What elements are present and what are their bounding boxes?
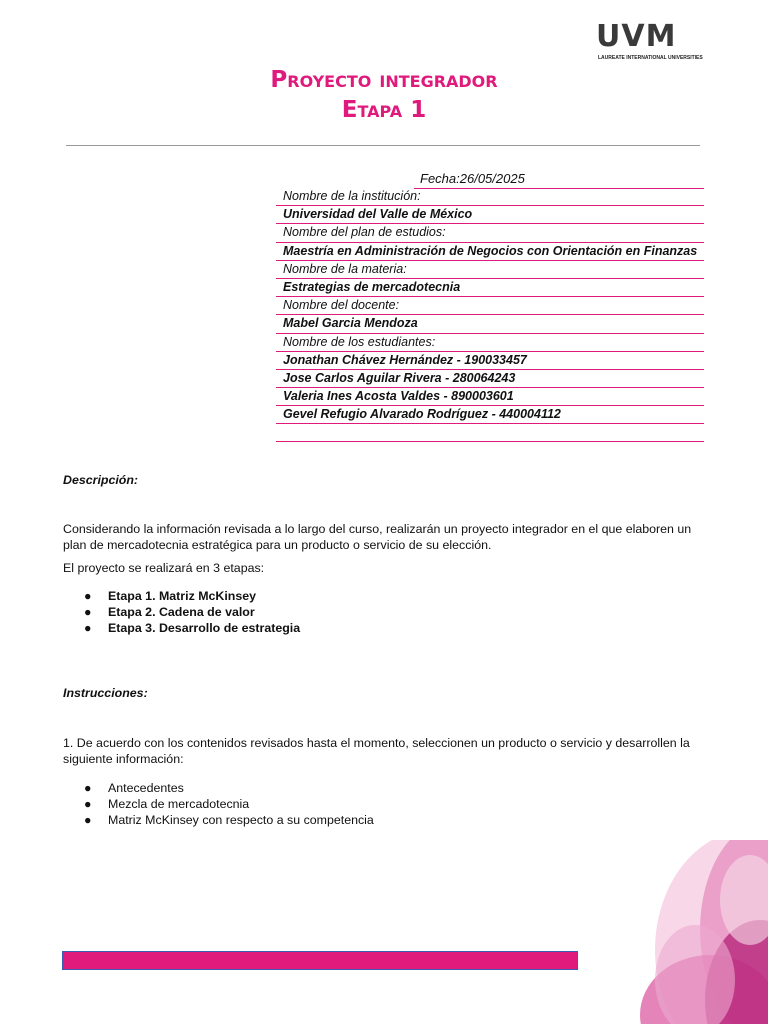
stages-list xyxy=(80,588,300,636)
description-heading: Descripción: xyxy=(63,473,139,487)
blank-row xyxy=(276,424,704,442)
bullet-icon: ● xyxy=(84,605,92,619)
instructions-paragraph: 1. De acuerdo con los contenidos revisados hasta el momento, seleccionen un producto o servicio y desarrollen la siguiente información: xyxy=(63,736,690,766)
header-divider xyxy=(66,145,700,146)
logo-wordmark: UVM xyxy=(596,19,677,54)
info-row: Gevel Refugio Alvarado Rodríguez - 440004112 xyxy=(276,406,704,424)
info-row: Nombre de la institución: xyxy=(276,188,704,206)
document-subtitle: Etapa 1 xyxy=(341,97,427,123)
description-paragraph: Considerando la información revisada a lo largo del curso, realizarán un proyecto integrador en el que elaboren un plan de mercadotecnia estratégica para un producto o servicio de su elección. xyxy=(63,522,692,552)
info-row: Estrategias de mercadotecnia xyxy=(276,279,704,297)
footer-bar xyxy=(62,951,578,970)
date-row xyxy=(414,170,704,189)
info-row: Nombre de la materia: xyxy=(276,261,704,279)
info-rows xyxy=(276,188,704,442)
logo-tagline: LAUREATE INTERNATIONAL UNIVERSITIES xyxy=(598,55,703,61)
bullet-icon: ● xyxy=(84,797,92,811)
info-row: Universidad del Valle de México xyxy=(276,206,704,224)
info-row: Nombre del plan de estudios: xyxy=(276,224,704,242)
document-title: Proyecto integrador xyxy=(270,67,498,93)
instructions-list xyxy=(80,780,374,828)
info-row: Valeria Ines Acosta Valdes - 890003601 xyxy=(276,388,704,406)
info-row: Maestría en Administración de Negocios con Orientación en Finanzas xyxy=(276,243,704,261)
info-row: Mabel Garcia Mendoza xyxy=(276,315,704,333)
list-item: ● Mezcla de mercadotecnia xyxy=(84,797,250,811)
stages-intro: El proyecto se realizará en 3 etapas: xyxy=(63,561,265,575)
info-row: Nombre del docente: xyxy=(276,297,704,315)
bullet-icon: ● xyxy=(84,621,92,635)
bullet-icon: ● xyxy=(84,781,92,795)
bullet-icon: ● xyxy=(84,813,92,827)
info-row: Jonathan Chávez Hernández - 190033457 xyxy=(276,352,704,370)
uvm-logo xyxy=(596,19,703,62)
list-item: ● Antecedentes xyxy=(84,781,184,795)
list-item: ● Matriz McKinsey con respecto a su competencia xyxy=(84,813,374,827)
bullet-icon: ● xyxy=(84,589,92,603)
list-item: ● Etapa 1. Matriz McKinsey xyxy=(84,589,257,603)
list-item: ● Etapa 2. Cadena de valor xyxy=(84,605,255,619)
info-row: Nombre de los estudiantes: xyxy=(276,334,704,352)
date-text: Fecha:26/05/2025 xyxy=(420,171,525,186)
decorative-shapes xyxy=(600,840,768,1024)
instructions-heading: Instrucciones: xyxy=(63,686,148,700)
list-item: ● Etapa 3. Desarrollo de estrategia xyxy=(84,621,301,635)
info-row: Jose Carlos Aguilar Rivera - 280064243 xyxy=(276,370,704,388)
